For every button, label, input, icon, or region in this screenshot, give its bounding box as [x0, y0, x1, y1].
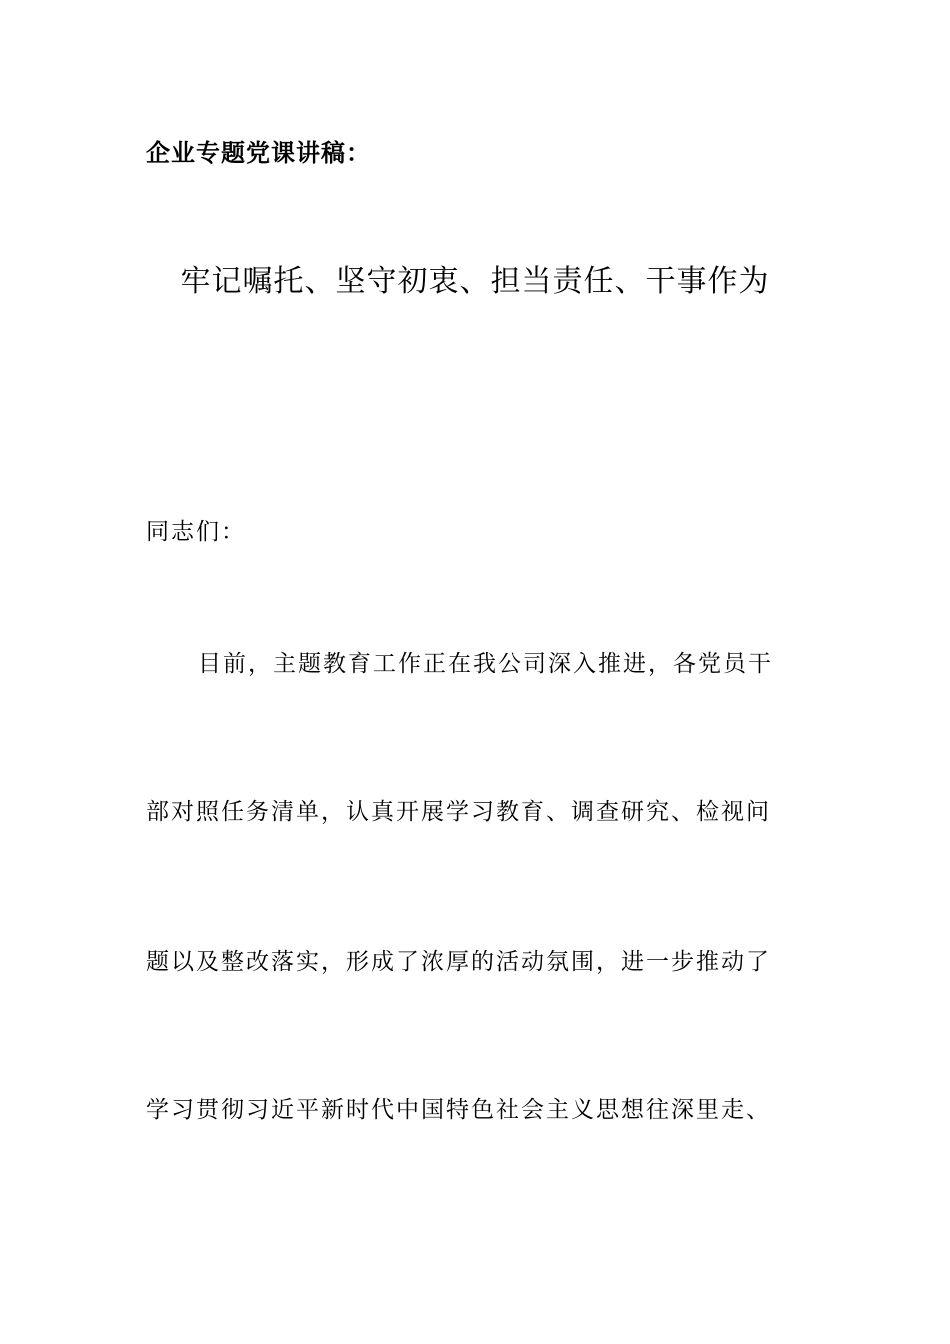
salutation: 同志们： — [146, 519, 246, 545]
body-text-line: 学习贯彻习近平新时代中国特色社会主义思想往深里走、 — [146, 1097, 771, 1123]
document-heading: 企业专题党课讲稿： — [146, 138, 371, 167]
body-text-line: 题以及整改落实，形成了浓厚的活动氛围，进一步推动了 — [146, 949, 771, 975]
body-text-line: 部对照任务清单，认真开展学习教育、调查研究、检视问 — [146, 799, 771, 825]
document-title: 牢记嘱托、坚守初衷、担当责任、干事作为 — [180, 264, 770, 299]
body-text-line: 目前，主题教育工作正在我公司深入推进，各党员干 — [198, 651, 773, 677]
